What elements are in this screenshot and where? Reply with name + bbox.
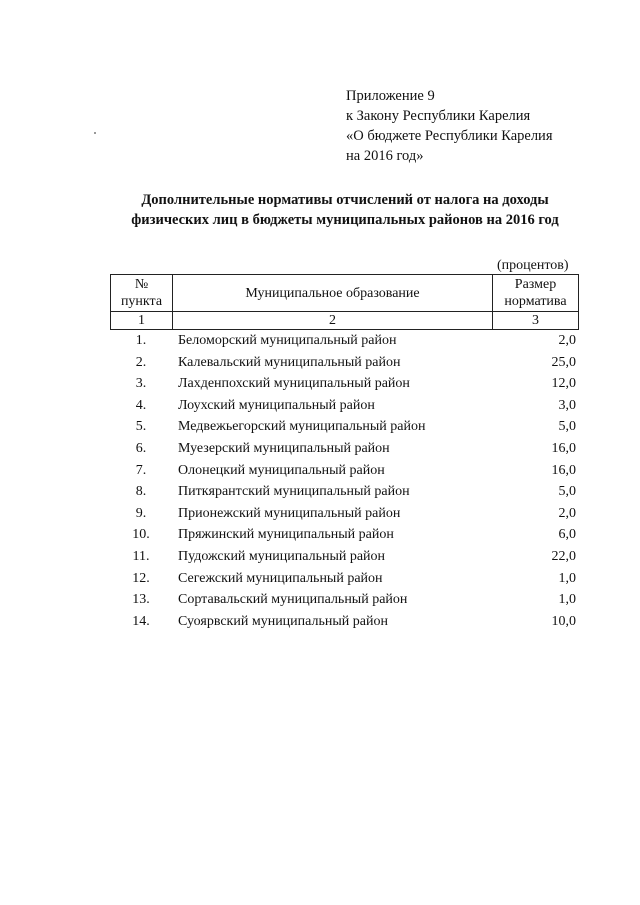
header-text: норматива <box>504 294 567 309</box>
table-row <box>110 589 578 611</box>
table-row <box>110 611 578 633</box>
norm-value: 2,0 <box>558 333 576 348</box>
municipality-name: Пряжинский муниципальный район <box>178 527 394 543</box>
table-body <box>110 330 578 632</box>
header-row <box>111 275 579 312</box>
municipality-name: Беломорский муниципальный район <box>178 333 397 348</box>
row-number: 1. <box>135 333 147 348</box>
table-row <box>110 438 578 460</box>
scan-speck <box>94 132 96 134</box>
header-text: № <box>134 277 149 292</box>
unit-note: (процентов) <box>497 258 569 273</box>
column-number-row <box>111 312 579 330</box>
norm-value: 1,0 <box>558 570 576 586</box>
norm-value: 22,0 <box>551 548 576 564</box>
row-number: 4. <box>135 397 147 413</box>
row-number: 14. <box>132 613 150 629</box>
norm-value: 12,0 <box>551 376 576 392</box>
table-row <box>110 546 578 568</box>
norm-value: 5,0 <box>558 419 576 435</box>
row-number: 6. <box>135 440 147 456</box>
table-header <box>110 274 579 330</box>
table-row <box>110 568 578 590</box>
annex-line: Приложение 9 <box>346 88 435 104</box>
norm-value: 1,0 <box>558 592 576 608</box>
norm-value: 3,0 <box>558 397 576 413</box>
title-line: Дополнительные нормативы отчислений от налога на доходы <box>141 192 549 208</box>
municipality-name: Сегежский муниципальный район <box>178 570 383 586</box>
row-number: 7. <box>135 462 147 478</box>
norm-value: 10,0 <box>551 613 576 629</box>
header-col-number <box>111 275 173 312</box>
row-number: 3. <box>135 376 147 392</box>
municipality-name: Олонецкий муниципальный район <box>178 462 385 478</box>
table-row <box>110 460 578 482</box>
municipality-name: Медвежьегорский муниципальный район <box>178 419 426 435</box>
row-number: 10. <box>132 527 150 543</box>
municipality-name: Муезерский муниципальный район <box>178 440 390 456</box>
municipality-name: Пудожский муниципальный район <box>178 548 386 564</box>
header-text: Размер <box>514 277 557 292</box>
municipality-name: Лахденпохский муниципальный район <box>178 376 410 392</box>
table-row <box>110 503 578 525</box>
table-row <box>110 481 578 503</box>
row-number: 11. <box>132 548 150 564</box>
title-line: физических лиц в бюджеты муниципальных районов на 2016 год <box>131 212 559 228</box>
municipality-name: Лоухский муниципальный район <box>178 397 375 413</box>
table-row <box>110 395 578 417</box>
annex-line: на 2016 год» <box>346 148 424 164</box>
municipality-name: Питкярантский муниципальный район <box>178 484 410 500</box>
column-number: 1 <box>111 312 173 330</box>
column-number: 3 <box>493 312 579 330</box>
norm-value: 6,0 <box>558 527 576 543</box>
table-row <box>110 330 578 352</box>
annex-line: «О бюджете Республики Карелия <box>346 128 553 144</box>
norm-value: 2,0 <box>558 505 576 521</box>
municipality-name: Суоярвский муниципальный район <box>178 613 388 629</box>
norm-value: 25,0 <box>551 354 576 370</box>
document-title <box>90 190 600 230</box>
header-text: пункта <box>120 294 163 309</box>
header-col-value <box>493 275 579 312</box>
header-col-name: Муниципальное образование <box>173 275 493 312</box>
row-number: 5. <box>135 419 147 435</box>
table-row <box>110 416 578 438</box>
row-number: 8. <box>135 484 147 500</box>
row-number: 12. <box>132 570 150 586</box>
column-number: 2 <box>173 312 493 330</box>
municipality-name: Прионежский муниципальный район <box>178 505 401 521</box>
norm-value: 5,0 <box>558 484 576 500</box>
norm-value: 16,0 <box>551 462 576 478</box>
table-row <box>110 524 578 546</box>
table-row <box>110 373 578 395</box>
table-row <box>110 352 578 374</box>
municipality-name: Сортавальский муниципальный район <box>178 592 408 608</box>
norm-value: 16,0 <box>551 440 576 456</box>
row-number: 2. <box>135 354 147 370</box>
annex-line: к Закону Республики Карелия <box>346 108 531 124</box>
municipality-name: Калевальский муниципальный район <box>178 354 401 370</box>
row-number: 13. <box>132 592 150 608</box>
row-number: 9. <box>135 505 147 521</box>
annex-header <box>346 86 553 166</box>
